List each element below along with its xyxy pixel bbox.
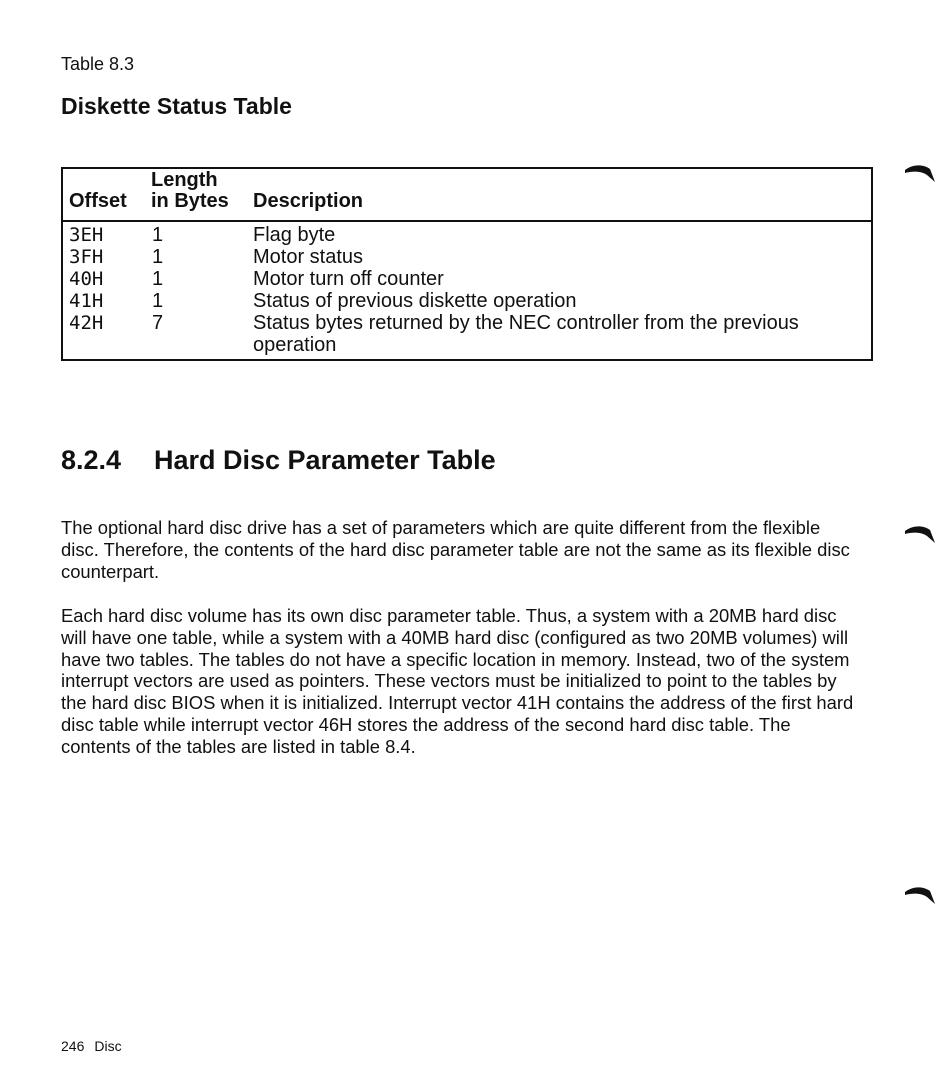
row-length: 1 (152, 246, 164, 268)
header-length-line2: in Bytes (151, 190, 229, 212)
row-length: 7 (152, 312, 164, 334)
footer-section-name: Disc (94, 1038, 122, 1054)
table-row (63, 268, 871, 290)
row-description: Motor status (253, 246, 364, 268)
table-row (63, 312, 871, 356)
row-length: 1 (152, 224, 164, 246)
row-offset: 42H (69, 312, 104, 334)
row-offset: 3EH (69, 224, 104, 246)
margin-tab-mark-icon (903, 884, 937, 906)
margin-tab-mark-icon (903, 523, 937, 545)
row-offset: 3FH (69, 246, 104, 268)
table-row (63, 290, 871, 312)
header-length-line1: Length (151, 169, 218, 191)
row-offset: 41H (69, 290, 104, 312)
section-title: Hard Disc Parameter Table (154, 445, 496, 475)
row-description: Flag byte (253, 224, 336, 246)
section-heading (61, 444, 496, 476)
row-description: Status bytes returned by the NEC controller from the previous operation (253, 312, 799, 356)
table-row (63, 246, 871, 268)
margin-tab-mark-icon (903, 162, 937, 184)
row-description: Status of previous diskette operation (253, 290, 577, 312)
header-offset: Offset (69, 190, 127, 212)
table-body (63, 224, 871, 356)
row-length: 1 (152, 268, 164, 290)
page-footer (61, 1037, 122, 1055)
table-header (63, 169, 871, 222)
paragraph: Each hard disc volume has its own disc parameter table. Thus, a system with a 20MB hard disc will have one table, while a system with a 40MB hard disc (configured as two 20MB volumes) will have two tables. The tables do not have a specific location in memory. Instead, two of the system interrupt vectors are used as pointers. These vectors must be initialized to point to the tables by the hard disc BIOS when it is initialized. Interrupt vector 41H contains the address of the first hard disc table while interrupt vector 46H stores the address of the second hard disc table. The contents of the tables are listed in table 8.4. (61, 605, 854, 757)
section-number: 8.2.4 (61, 445, 122, 475)
header-description: Description (253, 190, 364, 212)
paragraph: The optional hard disc drive has a set of parameters which are quite different from the flexible disc. Therefore, the contents of the hard disc parameter table are not the same as its flexible disc counterpart. (61, 517, 850, 582)
row-length: 1 (152, 290, 164, 312)
table-row (63, 224, 871, 246)
header-length (151, 170, 229, 212)
page-number: 246 (61, 1038, 85, 1054)
table-label: Table 8.3 (61, 54, 135, 74)
diskette-status-table (61, 167, 873, 361)
row-description: Motor turn off counter (253, 268, 444, 290)
table-title: Diskette Status Table (61, 93, 292, 119)
row-offset: 40H (69, 268, 104, 290)
